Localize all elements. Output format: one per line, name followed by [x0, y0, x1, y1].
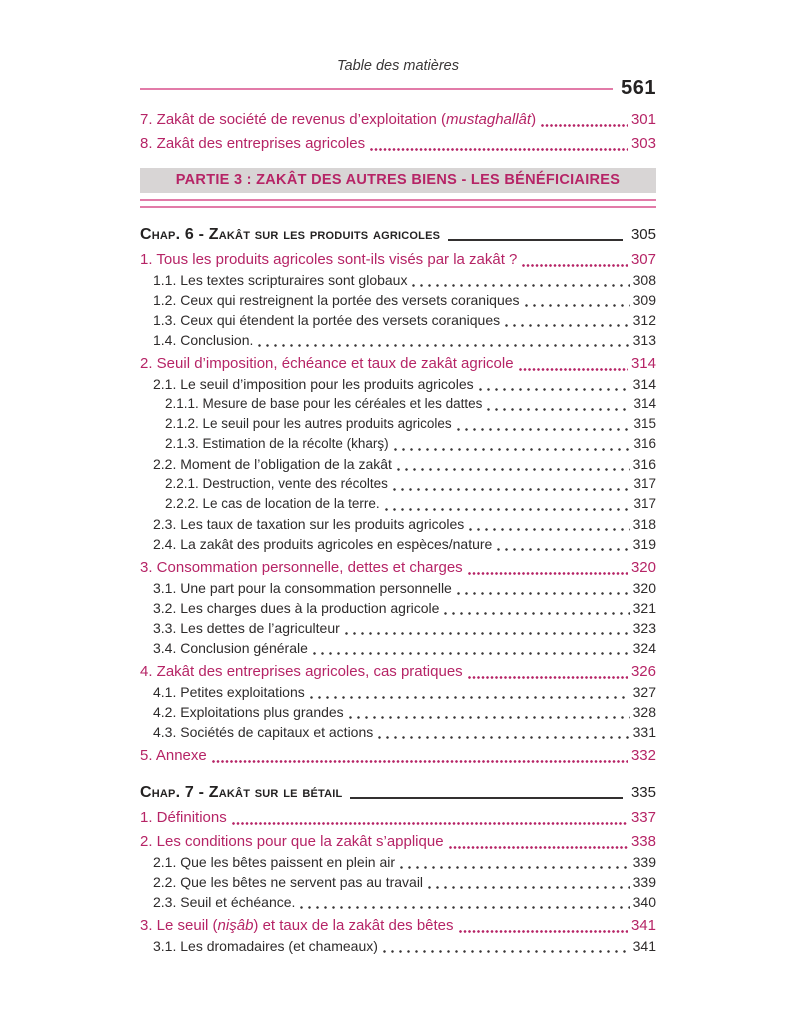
toc-entry: [140, 807, 656, 828]
entry-label-text: 3.4. Conclusion générale: [153, 640, 308, 656]
entry-label: [140, 109, 536, 130]
toc-entry: [140, 310, 656, 330]
entry-page-number: 326: [630, 663, 656, 680]
entry-label: [140, 557, 463, 578]
entry-page-number: 320: [632, 580, 656, 596]
entry-label: [140, 915, 454, 936]
header-rule-row: [140, 77, 656, 100]
entry-page-number: 314: [630, 355, 656, 372]
entry-label: [153, 872, 423, 892]
entry-page-number: 313: [632, 332, 656, 348]
dot-leader: [505, 323, 630, 328]
entry-label-text: 2.3. Seuil et échéance.: [153, 894, 296, 910]
entry-label: [140, 249, 517, 270]
entry-label-text: 1.3. Ceux qui étendent la portée des versets coraniques: [153, 312, 501, 328]
dot-leader: [412, 283, 629, 288]
dot-leader: [519, 367, 628, 372]
entry-label-text: 3.2. Les charges dues à la production agricole: [153, 600, 440, 616]
toc-entry: [140, 915, 656, 936]
entry-label-text: 2. Les conditions pour que la zakât s’applique: [140, 833, 444, 850]
entry-page-number: 339: [632, 854, 656, 870]
dot-leader: [428, 885, 630, 890]
entry-label: [140, 831, 444, 852]
entry-label: [153, 936, 378, 956]
entry-label-text: 2.1.1. Mesure de base pour les céréales et les dattes: [165, 396, 483, 411]
entry-page-number: 324: [632, 640, 656, 656]
toc-list: [140, 109, 656, 956]
toc-entry: [140, 598, 656, 618]
entry-label: [153, 852, 395, 872]
entry-page-number: 337: [630, 809, 656, 826]
entry-page-number: 316: [632, 456, 656, 472]
chapter-page-number: 335: [630, 784, 656, 801]
entry-label-text: 5. Annexe: [140, 747, 207, 764]
toc-entry: [140, 454, 656, 474]
dot-leader: [349, 715, 630, 720]
entry-page-number: 301: [630, 111, 656, 128]
chapter-page-number: 305: [630, 226, 656, 243]
entry-page-number: 339: [632, 874, 656, 890]
entry-label: [153, 682, 305, 702]
dot-leader: [232, 821, 628, 826]
entry-label: [153, 454, 392, 474]
entry-label-text: 2.3. Les taux de taxation sur les produits agricoles: [153, 516, 465, 532]
dot-leader: [479, 387, 630, 392]
entry-label: [140, 133, 365, 154]
entry-page-number: 328: [632, 704, 656, 720]
entry-label: [140, 353, 514, 374]
dot-leader: [469, 527, 629, 532]
entry-label-text: ) et taux de la zakât des bêtes: [253, 917, 454, 934]
toc-entry: [140, 494, 656, 514]
entry-label: [153, 310, 500, 330]
entry-page-number: 308: [632, 272, 656, 288]
entry-label-text: 3. Consommation personnelle, dettes et charges: [140, 559, 463, 576]
entry-label-text: 1. Définitions: [140, 809, 227, 826]
dot-leader: [397, 467, 630, 472]
entry-label: [153, 374, 474, 394]
dot-leader: [394, 447, 631, 452]
toc-entry: [140, 109, 656, 130]
entry-page-number: 323: [632, 620, 656, 636]
chapter-heading: [140, 226, 656, 244]
entry-label: [153, 514, 464, 534]
dot-leader: [310, 695, 630, 700]
chapter-leader-line: [448, 239, 623, 241]
chapter-title: Chap. 6 - Zakât sur les produits agricoles: [140, 226, 441, 243]
header-rule-line: [140, 88, 613, 90]
entry-page-number: 318: [632, 516, 656, 532]
entry-label-text: 2.2. Que les bêtes ne servent pas au travail: [153, 874, 424, 890]
running-header: [140, 58, 656, 100]
dot-leader: [487, 407, 630, 412]
toc-entry: [140, 682, 656, 702]
entry-page-number: 331: [632, 724, 656, 740]
dot-leader: [385, 507, 631, 512]
entry-label-text: 2.2.1. Destruction, vente des récoltes: [165, 476, 388, 491]
toc-entry: [140, 557, 656, 578]
toc-entry: [140, 394, 656, 414]
entry-label: [140, 745, 207, 766]
folio-page-number: 561: [621, 77, 656, 99]
chapter-heading: [140, 784, 656, 802]
toc-entry: [140, 831, 656, 852]
dot-leader: [444, 611, 629, 616]
dot-leader: [457, 591, 630, 596]
dot-leader: [468, 571, 628, 576]
dot-leader: [300, 905, 629, 910]
dot-leader: [525, 303, 630, 308]
entry-label-text: 2.2. Moment de l’obligation de la zakât: [153, 456, 392, 472]
dot-leader: [497, 547, 629, 552]
chapter-leader-line: [350, 797, 623, 799]
entry-page-number: 341: [632, 938, 656, 954]
toc-entry: [140, 852, 656, 872]
entry-label-text: ): [531, 111, 537, 128]
dot-leader: [393, 487, 631, 492]
entry-label-text: 1.2. Ceux qui restreignent la portée des versets coraniques: [153, 292, 520, 308]
entry-label-text: 4. Zakât des entreprises agricoles, cas pratiques: [140, 663, 463, 680]
toc-entry: [140, 330, 656, 350]
part-banner: PARTIE 3 : ZAKÂT DES AUTRES BIENS - LES BÉNÉFICIAIRES: [140, 168, 656, 193]
entry-page-number: 317: [633, 476, 656, 491]
entry-label-text: 2.1.3. Estimation de la récolte (kharş): [165, 436, 389, 451]
entry-page-number: 321: [632, 600, 656, 616]
toc-entry: [140, 414, 656, 434]
toc-entry: [140, 474, 656, 494]
entry-label: [153, 618, 340, 638]
entry-label: [153, 892, 295, 912]
entry-label-text: 2.1.2. Le seuil pour les autres produits agricoles: [165, 416, 452, 431]
entry-label-text: 1. Tous les produits agricoles sont-ils visés par la zakât ?: [140, 251, 518, 268]
entry-page-number: 309: [632, 292, 656, 308]
entry-label-text: 3.1. Les dromadaires (et chameaux): [153, 938, 378, 954]
entry-page-number: 314: [633, 396, 656, 411]
toc-entry: [140, 133, 656, 154]
dot-leader: [258, 343, 629, 348]
entry-label-italic-term: mustaghallât: [446, 111, 532, 128]
toc-entry: [140, 374, 656, 394]
entry-label-text: 1.4. Conclusion.: [153, 332, 254, 348]
entry-label-text: 4.1. Petites exploitations: [153, 684, 305, 700]
dot-leader: [468, 675, 628, 680]
entry-label-text: 2. Seuil d’imposition, échéance et taux de zakât agricole: [140, 355, 514, 372]
entry-label-text: 1.1. Les textes scripturaires sont globaux: [153, 272, 408, 288]
double-rule: [140, 199, 656, 208]
entry-label-text: 2.2.2. Le cas de location de la terre.: [165, 496, 380, 511]
entry-page-number: 338: [630, 833, 656, 850]
entry-label: [153, 598, 439, 618]
toc-entry: [140, 290, 656, 310]
entry-label-text: 2.4. La zakât des produits agricoles en espèces/nature: [153, 536, 493, 552]
dot-leader: [541, 123, 628, 128]
toc-entry: [140, 722, 656, 742]
toc-entry: [140, 936, 656, 956]
dot-leader: [345, 631, 630, 636]
toc-entry: [140, 434, 656, 454]
toc-entry: [140, 534, 656, 554]
entry-label-italic-term: nişâb: [217, 917, 254, 934]
dot-leader: [459, 929, 628, 934]
entry-label-text: 3. Le seuil (: [140, 917, 218, 934]
toc-entry: [140, 638, 656, 658]
entry-label-text: 2.1. Le seuil d’imposition pour les produits agricoles: [153, 376, 474, 392]
entry-page-number: 340: [632, 894, 656, 910]
entry-page-number: 327: [632, 684, 656, 700]
entry-page-number: 319: [632, 536, 656, 552]
entry-page-number: 303: [630, 135, 656, 152]
entry-page-number: 332: [630, 747, 656, 764]
dot-leader: [378, 735, 629, 740]
toc-entry: [140, 661, 656, 682]
entry-label: [153, 578, 452, 598]
toc-entry: [140, 249, 656, 270]
entry-page-number: 307: [630, 251, 656, 268]
entry-label: [140, 661, 463, 682]
entry-page-number: 316: [633, 436, 656, 451]
entry-page-number: 312: [632, 312, 656, 328]
entry-page-number: 320: [630, 559, 656, 576]
entry-page-number: 314: [632, 376, 656, 392]
entry-label-text: 7. Zakât de société de revenus d’exploitation (: [140, 111, 447, 128]
entry-page-number: 315: [633, 416, 656, 431]
toc-entry: [140, 892, 656, 912]
toc-entry: [140, 514, 656, 534]
toc-entry: [140, 702, 656, 722]
running-header-title: Table des matières: [337, 58, 459, 74]
dot-leader: [212, 759, 628, 764]
entry-label-text: 3.3. Les dettes de l’agriculteur: [153, 620, 340, 636]
entry-label: [165, 414, 452, 434]
dot-leader: [457, 427, 631, 432]
dot-leader: [522, 263, 628, 268]
toc-entry: [140, 578, 656, 598]
entry-label: [165, 394, 482, 414]
entry-page-number: 317: [633, 496, 656, 511]
entry-label: [165, 474, 388, 494]
entry-label-text: 4.2. Exploitations plus grandes: [153, 704, 344, 720]
entry-label: [165, 434, 389, 454]
toc-entry: [140, 270, 656, 290]
entry-label: [140, 807, 227, 828]
entry-label: [153, 702, 344, 722]
dot-leader: [383, 949, 630, 954]
toc-entry: [140, 872, 656, 892]
entry-page-number: 341: [630, 917, 656, 934]
page-content: [140, 58, 656, 956]
dot-leader: [370, 147, 628, 152]
entry-label-text: 8. Zakât des entreprises agricoles: [140, 135, 366, 152]
toc-entry: [140, 745, 656, 766]
entry-label-text: 2.1. Que les bêtes paissent en plein air: [153, 854, 396, 870]
dot-leader: [313, 651, 630, 656]
entry-label-text: 3.1. Une part pour la consommation personnelle: [153, 580, 452, 596]
entry-label-text: 4.3. Sociétés de capitaux et actions: [153, 724, 374, 740]
entry-label: [153, 534, 492, 554]
entry-label: [153, 270, 407, 290]
entry-label: [153, 330, 253, 350]
entry-label: [153, 638, 308, 658]
toc-entry: [140, 353, 656, 374]
toc-entry: [140, 618, 656, 638]
entry-label: [153, 722, 373, 742]
entry-label: [165, 494, 380, 514]
dot-leader: [400, 865, 630, 870]
entry-label: [153, 290, 520, 310]
chapter-title: Chap. 7 - Zakât sur le bétail: [140, 784, 343, 801]
dot-leader: [449, 845, 628, 850]
